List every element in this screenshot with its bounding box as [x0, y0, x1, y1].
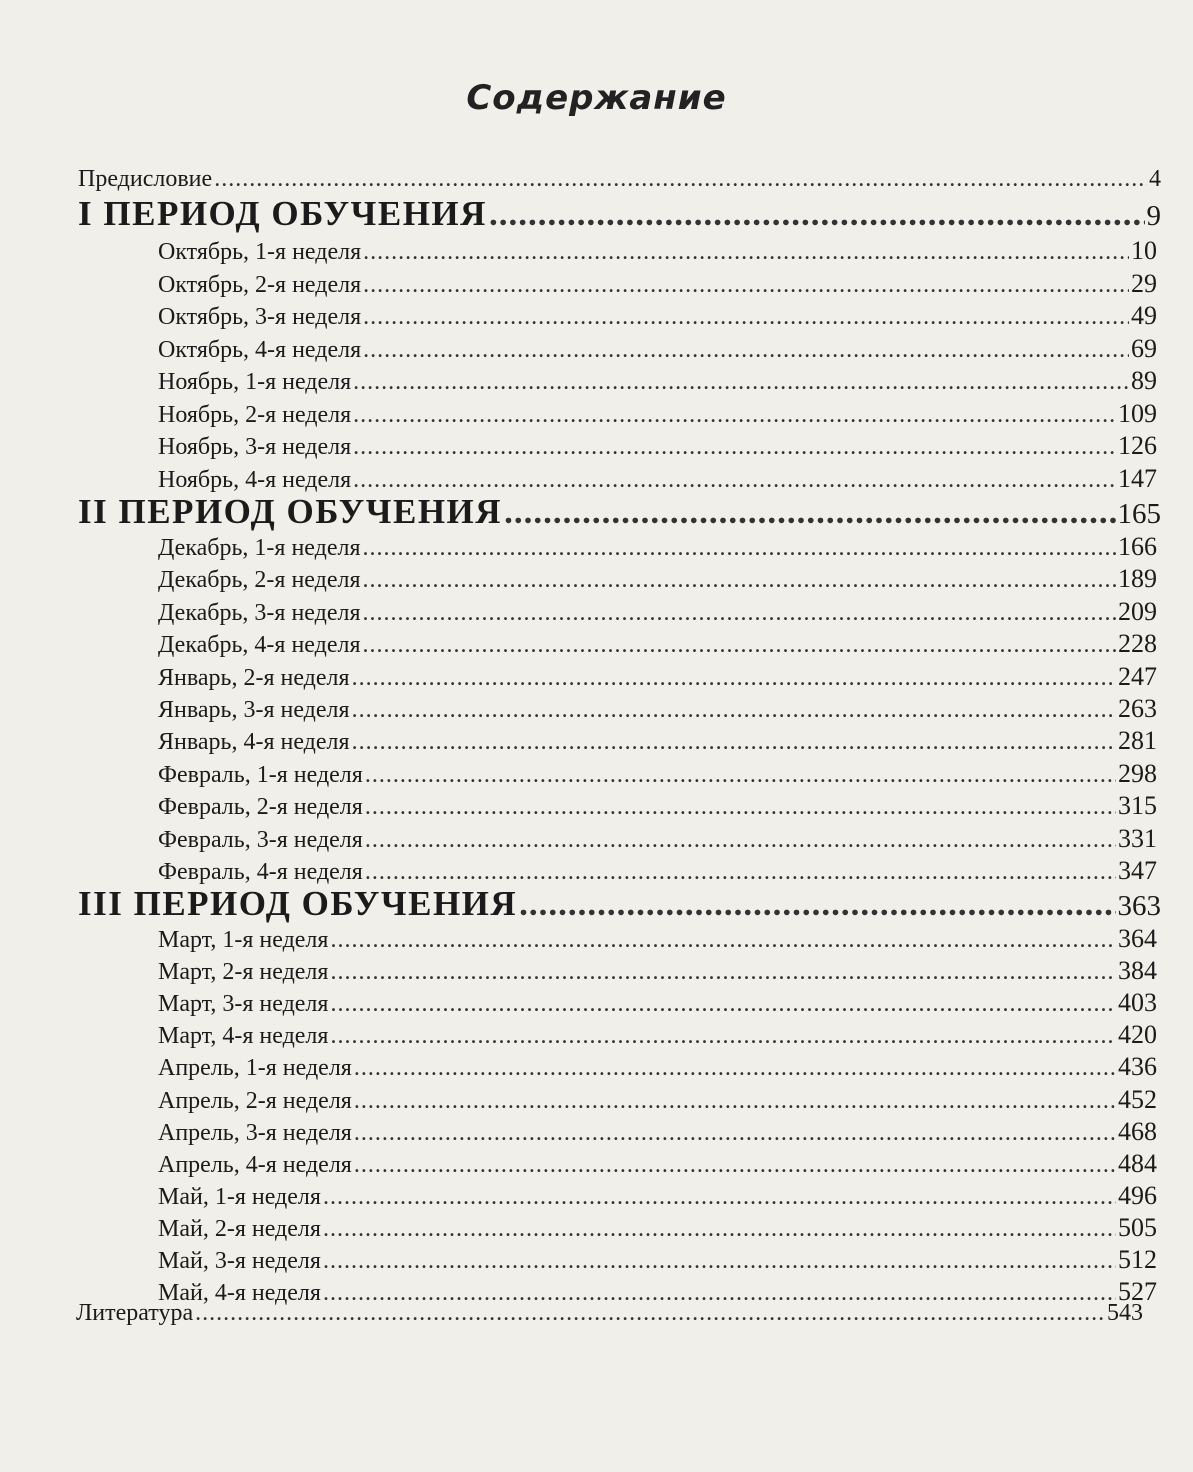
toc-page-number: 4	[1149, 166, 1161, 192]
toc-entry-week[interactable]	[158, 759, 1157, 789]
toc-page-number: 436	[1118, 1052, 1157, 1081]
toc-page-number: 384	[1118, 956, 1157, 985]
toc-page-number: 89	[1131, 366, 1157, 395]
dot-leader	[365, 827, 1116, 854]
dot-leader	[365, 794, 1116, 821]
toc-entry-week[interactable]	[158, 269, 1157, 299]
toc-entry-preface[interactable]	[78, 166, 1161, 193]
toc-entry-week[interactable]	[158, 629, 1157, 659]
dot-leader	[365, 859, 1116, 886]
toc-entry-label: Январь, 4-я неделя	[158, 729, 350, 755]
toc-page-number: 69	[1131, 334, 1157, 363]
dot-leader	[353, 434, 1116, 461]
toc-period-heading[interactable]	[78, 492, 1161, 532]
toc-entry-week[interactable]	[158, 856, 1157, 886]
toc-entry-label: Ноябрь, 3-я неделя	[158, 434, 352, 460]
dot-leader	[365, 762, 1116, 789]
toc-page-number: 29	[1131, 269, 1157, 298]
toc-entry-label: Октябрь, 4-я неделя	[158, 337, 362, 363]
dot-leader	[363, 239, 1129, 266]
dot-leader	[363, 337, 1129, 364]
toc-entry-week[interactable]	[158, 1245, 1157, 1275]
dot-leader	[363, 600, 1116, 627]
toc-entry-week[interactable]	[158, 726, 1157, 756]
dot-leader	[363, 272, 1129, 299]
toc-page-number: 189	[1118, 564, 1157, 593]
toc-page-number: 298	[1118, 759, 1157, 788]
toc-entry-label: Январь, 3-я неделя	[158, 697, 350, 723]
dot-leader	[354, 1088, 1116, 1115]
toc-entry-label: Декабрь, 2-я неделя	[158, 567, 361, 593]
toc-entry-label: Октябрь, 2-я неделя	[158, 272, 362, 298]
page-title: Содержание	[466, 78, 727, 118]
toc-entry-label: Декабрь, 3-я неделя	[158, 600, 361, 626]
toc-entry-week[interactable]	[158, 924, 1157, 954]
toc-page-number: 364	[1118, 924, 1157, 953]
toc-page-number: 363	[1117, 890, 1161, 922]
toc-entry-label: Май, 4-я неделя	[158, 1280, 321, 1306]
toc-entry-label: Февраль, 2-я неделя	[158, 794, 363, 820]
toc-entry-label: Май, 3-я неделя	[158, 1248, 321, 1274]
dot-leader	[354, 1120, 1116, 1147]
toc-entry-label: Май, 1-я неделя	[158, 1184, 321, 1210]
toc-entry-label: Май, 2-я неделя	[158, 1216, 321, 1242]
toc-entry-week[interactable]	[158, 1117, 1157, 1147]
toc-entry-label: Декабрь, 4-я неделя	[158, 632, 361, 658]
toc-entry-label: Март, 1-я неделя	[158, 927, 329, 953]
toc-entry-label: Предисловие	[78, 166, 213, 192]
toc-entry-week[interactable]	[158, 464, 1157, 494]
toc-entry-label: II ПЕРИОД ОБУЧЕНИЯ	[78, 492, 503, 531]
toc-entry-week[interactable]	[158, 1149, 1157, 1179]
toc-entry-label: Декабрь, 1-я неделя	[158, 535, 361, 561]
dot-leader	[363, 632, 1116, 659]
toc-period-heading[interactable]	[78, 194, 1161, 234]
toc-entry-week[interactable]	[158, 532, 1157, 562]
toc-entry-week[interactable]	[158, 1085, 1157, 1115]
dot-leader	[353, 467, 1116, 494]
dot-leader	[353, 369, 1129, 396]
dot-leader	[214, 166, 1147, 193]
toc-entry-week[interactable]	[158, 236, 1157, 266]
dot-leader	[330, 959, 1116, 986]
toc-entry-week[interactable]	[158, 791, 1157, 821]
toc-entry-label: Март, 4-я неделя	[158, 1023, 329, 1049]
toc-page-number: 468	[1118, 1117, 1157, 1146]
toc-entry-week[interactable]	[158, 431, 1157, 461]
dot-leader	[323, 1184, 1116, 1211]
toc-entry-week[interactable]	[158, 956, 1157, 986]
toc-entry-week[interactable]	[158, 694, 1157, 724]
toc-entry-label: Март, 2-я неделя	[158, 959, 329, 985]
toc-page-number: 247	[1118, 662, 1157, 691]
toc-page-number: 347	[1118, 856, 1157, 885]
dot-leader	[352, 665, 1116, 692]
toc-entry-label: I ПЕРИОД ОБУЧЕНИЯ	[78, 194, 487, 233]
dot-leader	[354, 1152, 1116, 1179]
dot-leader	[363, 567, 1116, 594]
toc-entry-label: Март, 3-я неделя	[158, 991, 329, 1017]
toc-entry-label: Ноябрь, 1-я неделя	[158, 369, 352, 395]
toc-page-number: 126	[1118, 431, 1157, 460]
toc-entry-label: Апрель, 4-я неделя	[158, 1152, 352, 1178]
toc-entry-week[interactable]	[158, 1052, 1157, 1082]
dot-leader	[330, 1023, 1116, 1050]
toc-entry-label: Февраль, 1-я неделя	[158, 762, 363, 788]
dot-leader	[323, 1248, 1116, 1275]
toc-page-number: 263	[1118, 694, 1157, 723]
toc-page-number: 165	[1117, 498, 1161, 530]
toc-entry-label: Январь, 2-я неделя	[158, 665, 350, 691]
toc-entry-week[interactable]	[158, 334, 1157, 364]
toc-page-number: 512	[1118, 1245, 1157, 1274]
dot-leader	[363, 535, 1116, 562]
toc-entry-label: Ноябрь, 2-я неделя	[158, 402, 352, 428]
dot-leader	[352, 729, 1116, 756]
toc-page-number: 496	[1118, 1181, 1157, 1210]
dot-leader	[489, 194, 1145, 234]
toc-page-number: 147	[1118, 464, 1157, 493]
toc-entry-label: Апрель, 3-я неделя	[158, 1120, 352, 1146]
toc-entry-label: Ноябрь, 4-я неделя	[158, 467, 352, 493]
toc-period-heading[interactable]	[78, 884, 1161, 924]
dot-leader	[352, 697, 1116, 724]
toc-entry-week[interactable]	[158, 824, 1157, 854]
dot-leader	[353, 402, 1116, 429]
dot-leader	[323, 1216, 1116, 1243]
toc-page-number: 420	[1118, 1020, 1157, 1049]
dot-leader	[354, 1055, 1116, 1082]
toc-page-number: 109	[1118, 399, 1157, 428]
toc-entry-label: III ПЕРИОД ОБУЧЕНИЯ	[78, 884, 518, 923]
toc-entry-week[interactable]	[158, 399, 1157, 429]
toc-page-number: 331	[1118, 824, 1157, 853]
toc-entry-label: Февраль, 3-я неделя	[158, 827, 363, 853]
toc-entry-week[interactable]	[158, 662, 1157, 692]
toc-page-number: 209	[1118, 597, 1157, 626]
toc-entry-literature[interactable]	[76, 1300, 1143, 1327]
toc-entry-week[interactable]	[158, 597, 1157, 627]
dot-leader	[195, 1300, 1105, 1327]
toc-page-number: 527	[1118, 1277, 1157, 1306]
dot-leader	[363, 304, 1129, 331]
toc-page-number: 281	[1118, 726, 1157, 755]
toc-page-number: 49	[1131, 301, 1157, 330]
toc-page-number: 505	[1118, 1213, 1157, 1242]
toc-entry-week[interactable]	[158, 301, 1157, 331]
dot-leader	[519, 884, 1115, 924]
toc-entry-label: Октябрь, 1-я неделя	[158, 239, 362, 265]
toc-page-number: 166	[1118, 532, 1157, 561]
toc-page-number: 484	[1118, 1149, 1157, 1178]
dot-leader	[330, 927, 1116, 954]
toc-entry-week[interactable]	[158, 988, 1157, 1018]
toc-entry-label: Апрель, 1-я неделя	[158, 1055, 352, 1081]
dot-leader	[504, 492, 1115, 532]
toc-entry-label: Литература	[76, 1300, 194, 1326]
toc-entry-label: Февраль, 4-я неделя	[158, 859, 363, 885]
toc-entry-week[interactable]	[158, 366, 1157, 396]
toc-entry-week[interactable]	[158, 564, 1157, 594]
toc-entry-week[interactable]	[158, 1181, 1157, 1211]
toc-entry-label: Апрель, 2-я неделя	[158, 1088, 352, 1114]
dot-leader	[330, 991, 1116, 1018]
toc-entry-week[interactable]	[158, 1020, 1157, 1050]
toc-page-number: 452	[1118, 1085, 1157, 1114]
toc-page-number: 543	[1107, 1300, 1143, 1326]
toc-entry-label: Октябрь, 3-я неделя	[158, 304, 362, 330]
toc-page-number: 403	[1118, 988, 1157, 1017]
toc-page-number: 9	[1146, 200, 1161, 232]
toc-entry-week[interactable]	[158, 1213, 1157, 1243]
toc-page-number: 315	[1118, 791, 1157, 820]
toc-page-number: 228	[1118, 629, 1157, 658]
toc-page-number: 10	[1131, 236, 1157, 265]
